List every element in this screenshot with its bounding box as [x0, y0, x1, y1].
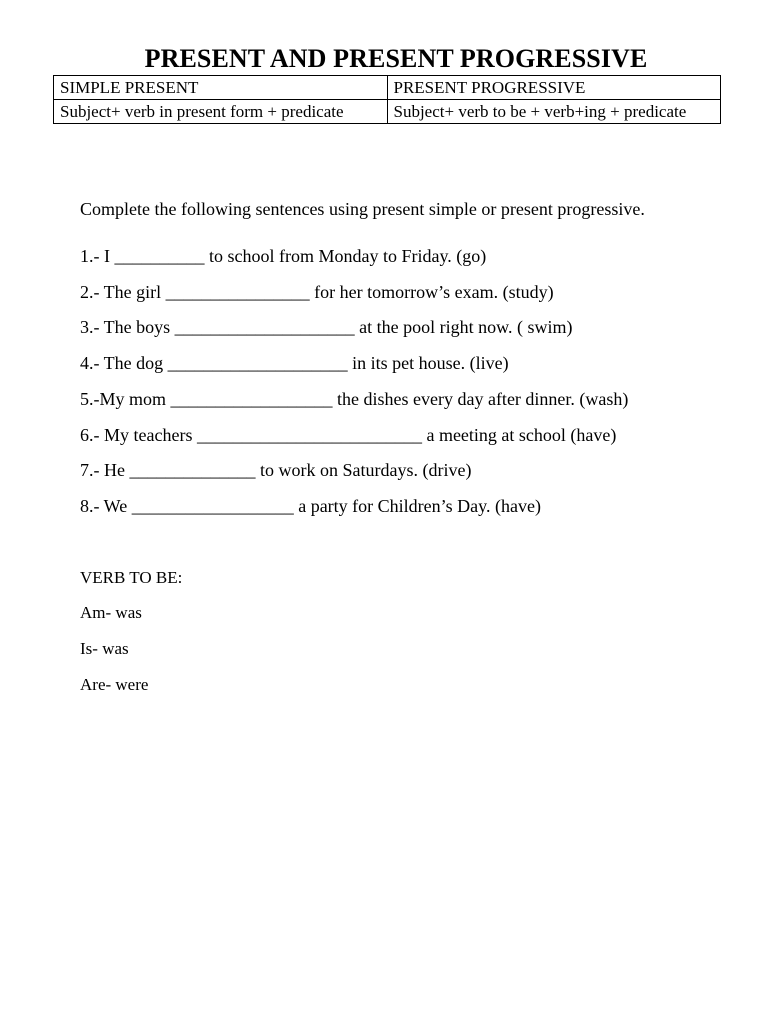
- instructions: Complete the following sentences using present simple or present progressive.: [80, 199, 645, 219]
- exercise-3: 3.- The boys ____________________ at the pool right now. ( swim): [80, 317, 573, 337]
- page-title: PRESENT AND PRESENT PROGRESSIVE: [144, 44, 648, 73]
- exercise-4: 4.- The dog ____________________ in its pet house. (live): [80, 353, 509, 373]
- exercise-5: 5.-My mom __________________ the dishes every day after dinner. (wash): [80, 389, 629, 409]
- table-header-row: [54, 76, 721, 100]
- exercise-8: 8.- We __________________ a party for Children’s Day. (have): [80, 496, 541, 516]
- exercise-1: 1.- I __________ to school from Monday to Friday. (go): [80, 246, 487, 266]
- verb-to-be-item-is: Is- was: [80, 639, 129, 658]
- exercise-2: 2.- The girl ________________ for her tomorrow’s exam. (study): [80, 282, 554, 302]
- definition-present-progressive: Subject+ verb to be + verb+ing + predicate: [387, 100, 721, 124]
- definition-simple-present: Subject+ verb in present form + predicate: [54, 100, 388, 124]
- grammar-table: [53, 75, 721, 124]
- header-present-progressive: PRESENT PROGRESSIVE: [387, 76, 721, 100]
- exercise-6: 6.- My teachers _________________________ a meeting at school (have): [80, 425, 617, 445]
- exercise-7: 7.- He ______________ to work on Saturdays. (drive): [80, 460, 472, 480]
- verb-to-be-item-are: Are- were: [80, 675, 149, 694]
- table-definition-row: [54, 100, 721, 124]
- verb-to-be-item-am: Am- was: [80, 603, 142, 622]
- verb-to-be-title: VERB TO BE:: [80, 568, 183, 587]
- header-simple-present: SIMPLE PRESENT: [54, 76, 388, 100]
